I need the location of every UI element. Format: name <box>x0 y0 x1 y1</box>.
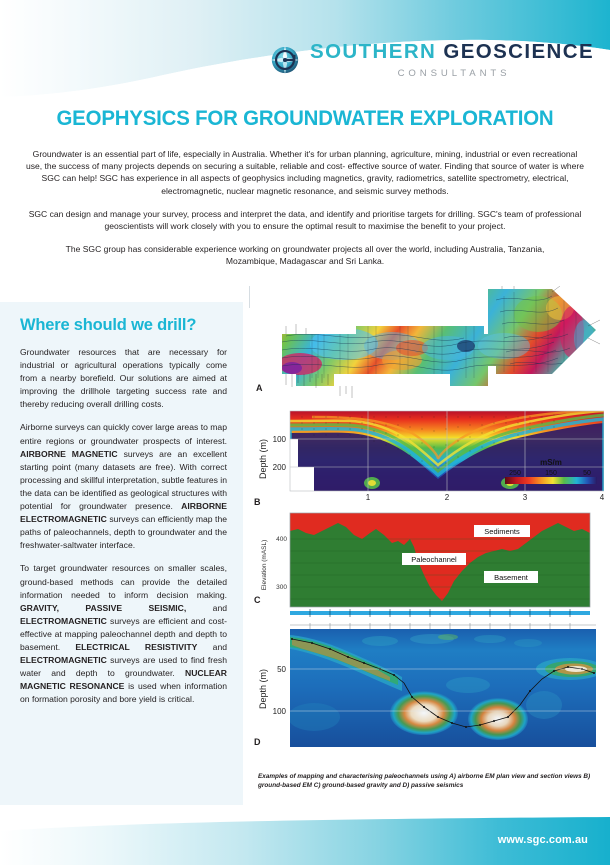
panel-p3-seg-e: surveys are efficient and cost-effective at mapping paleochannel depth and depth to basement. <box>20 615 227 652</box>
figure-a <box>252 286 604 401</box>
label-sediments: Sediments <box>484 527 520 536</box>
term-airborne-electromagnetic: AIRBORNE ELECTROMAGNETIC <box>20 501 227 525</box>
panel-heading: Where should we drill? <box>20 316 197 334</box>
figure-c-y-axis-title: Elevation (mASL) <box>261 539 268 591</box>
label-basement: Basement <box>494 573 528 582</box>
figure-d-top-ticks <box>290 623 596 629</box>
figure-divider <box>249 286 250 308</box>
figure-a-raster <box>278 286 598 401</box>
colorbar-tick-150: 150 <box>545 470 557 477</box>
panel-p3-seg-a: To target groundwater resources on smaller scales, ground-based methods can provide the detailed information needed to inform decision making. <box>20 563 227 600</box>
page-header <box>0 0 610 98</box>
term-airborne-magnetic: AIRBORNE MAGNETIC <box>20 448 118 459</box>
logo-word-southern: SOUTHERN <box>310 40 437 63</box>
panel-p3-seg-i: surveys are used to find fresh water and depth to groundwater. <box>20 655 227 679</box>
panel-paragraph-1: Groundwater resources that are necessary for industrial or agricultural operations typically come from a nearby borefield. Our solutions are aimed at improving the drillhole targeting success rate and thereby reducing overall drilling costs. <box>20 347 227 410</box>
where-should-we-drill-panel <box>0 302 243 805</box>
intro-section <box>0 106 610 268</box>
figure-a-letter: A <box>256 383 263 393</box>
figure-column <box>252 286 604 763</box>
intro-paragraph-1: Groundwater is an essential part of life, especially in Australia. Whether it's for urban planning, agriculture, mining, industrial or even recreational use, the success of many projects depends on securing a suitable, reliable and cost- effective source of water. Finding that source of water is where SGC can help! SGC has experience in all aspects of geophysics including magnetics, gravity, radiometrics, satellite spectrometry, electrical, electromagnetic, nuclear magnetic resonance, and seismic survey methods. <box>25 149 585 196</box>
figure-b <box>252 403 604 507</box>
colorbar-tick-250: 250 <box>509 470 521 477</box>
figure-c-plot <box>252 509 604 619</box>
colorbar-tick-50: 50 <box>583 470 591 477</box>
figure-d <box>252 621 604 761</box>
term-gravity-passive-seismic: GRAVITY, PASSIVE SEISMIC, <box>20 602 187 613</box>
figure-d-y-axis-title: Depth (m) <box>258 668 268 710</box>
brand-logo[interactable] <box>268 42 594 79</box>
figure-d-letter: D <box>254 737 261 747</box>
figure-b-letter: B <box>254 497 261 507</box>
term-electromagnetic-2: ELECTROMAGNETIC <box>20 655 107 666</box>
panel-body <box>20 346 227 706</box>
logo-line-primary <box>310 42 594 63</box>
figure-c <box>252 509 604 619</box>
figure-c-distance-ruler <box>290 609 590 617</box>
figure-b-xtick-3: 3 <box>522 493 528 502</box>
page-title: GEOPHYSICS FOR GROUNDWATER EXPLORATION <box>56 106 554 130</box>
logo-wordmark <box>310 42 594 79</box>
panel-p2-seg-c: surveys are an excellent starting point (many datasets are free). With correct processing and skillful interpretation, subtle features in the data can be identified as geological structures with potential for groundwater presence. <box>20 448 227 512</box>
intro-paragraph-3: The SGC group has considerable experience working on groundwater projects all over the world, including Australia, Tanzania, Mozambique, Madagascar and Sri Lanka. <box>65 244 545 267</box>
figure-b-xtick-2: 2 <box>444 493 450 502</box>
logo-subtitle: CONSULTANTS <box>397 67 511 79</box>
panel-paragraph-2 <box>20 421 227 552</box>
panel-p3-seg-g: and <box>197 641 228 652</box>
figure-c-ytick-300: 300 <box>276 584 287 591</box>
colorbar-unit-label: mS/m <box>540 458 562 467</box>
figure-d-plot <box>252 621 604 761</box>
figure-d-ytick-50: 50 <box>277 665 286 674</box>
panel-p3-seg-c: and <box>186 602 227 613</box>
intro-paragraph-2: SGC can design and manage your survey, process and interpret the data, and identify and prioritise targets for drilling. SGC's team of professional geoscientists will work closely with you to ensure the optimal result to maximise the benefit to your project. <box>28 208 582 232</box>
figure-b-plot <box>252 403 604 507</box>
term-electrical-resistivity: ELECTRICAL RESISTIVITY <box>75 641 198 652</box>
term-nuclear-magnetic-resonance: NUCLEAR MAGNETIC RESONANCE <box>20 668 227 692</box>
figure-b-ytick-100: 100 <box>272 435 286 444</box>
compass-logo-icon <box>268 43 302 77</box>
figure-d-ytick-100: 100 <box>272 707 286 716</box>
figure-a-plot <box>252 286 604 401</box>
website-url[interactable]: www.sgc.com.au <box>497 834 588 846</box>
panel-p2-seg-a: Airborne surveys can quickly cover large areas to map entire regions or groundwater prospects of interest. <box>20 422 227 446</box>
figure-b-ytick-200: 200 <box>272 463 286 472</box>
panel-p3-seg-k: is used when information on formation porosity and bore yield is critical. <box>20 681 227 705</box>
figure-b-xtick-4: 4 <box>599 493 604 502</box>
panel-paragraph-3 <box>20 562 227 706</box>
panel-p2-seg-e: surveys can efficiently map the paths of paleochannels, depth to groundwater and the freshwater-saltwater interface. <box>20 514 227 551</box>
figure-b-y-axis-title: Depth (m) <box>258 438 268 480</box>
figure-caption: Examples of mapping and characterising paleochannels using A) airborne EM plan view and section views B) ground-based EM C) ground-based gravity and D) passive seismics <box>258 773 591 790</box>
term-electromagnetic-1: ELECTROMAGNETIC <box>20 615 107 626</box>
page-footer <box>0 817 610 865</box>
label-paleochannel: Paleochannel <box>411 555 457 564</box>
figure-c-ytick-400: 400 <box>276 536 287 543</box>
figure-b-xtick-1: 1 <box>365 493 371 502</box>
figure-c-letter: C <box>254 595 261 605</box>
logo-word-geoscience: GEOSCIENCE <box>443 40 595 63</box>
